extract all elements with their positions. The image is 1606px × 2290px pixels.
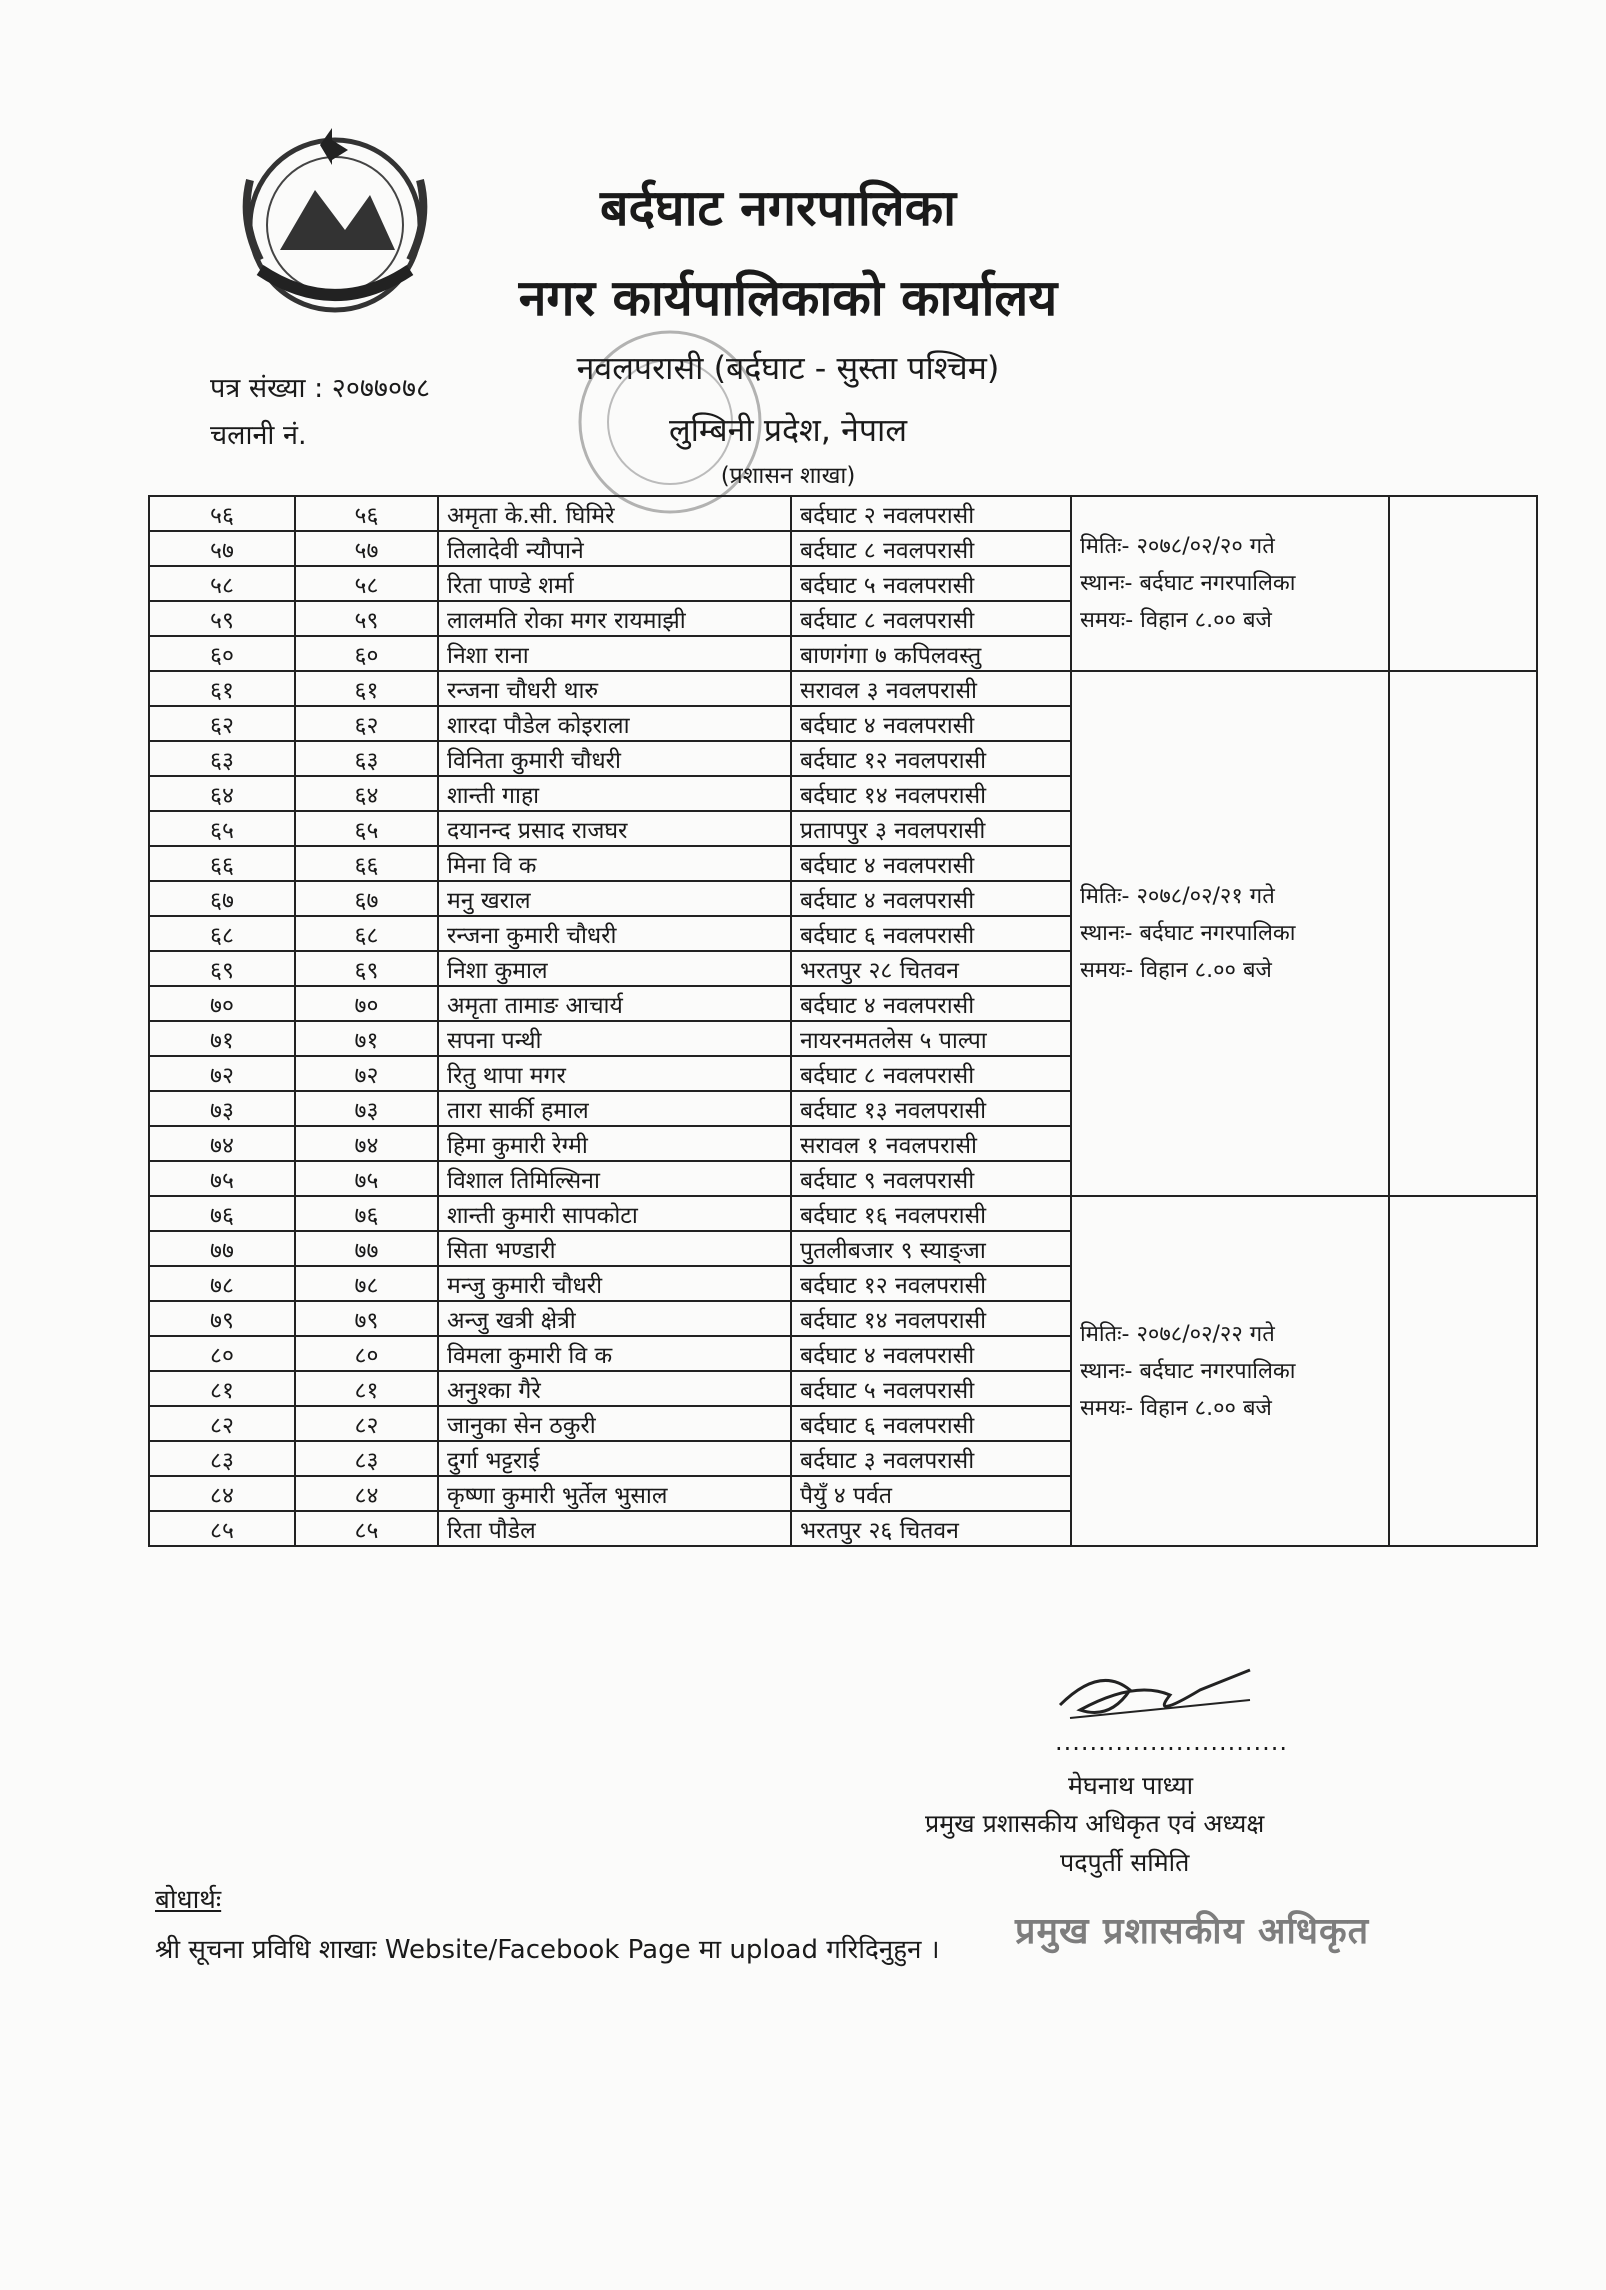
exam-schedule [1071, 496, 1389, 671]
serial-number: ७४ [149, 1126, 295, 1161]
serial-number: ७२ [149, 1056, 295, 1091]
roll-number: ७० [295, 986, 438, 1021]
roll-number: ७४ [295, 1126, 438, 1161]
roll-number: ७५ [295, 1161, 438, 1196]
candidate-address: प्रतापपुर ३ नवलपरासी [791, 811, 1071, 846]
serial-number: ७० [149, 986, 295, 1021]
serial-number: ५६ [149, 496, 295, 531]
candidate-name: अमृता तामाङ आचार्य [438, 986, 791, 1021]
candidate-name: विशाल तिमिल्सिना [438, 1161, 791, 1196]
candidate-address: बाणगंगा ७ कपिलवस्तु [791, 636, 1071, 671]
serial-number: ६४ [149, 776, 295, 811]
roll-number: ८३ [295, 1441, 438, 1476]
candidate-address: बर्दघाट ४ नवलपरासी [791, 846, 1071, 881]
serial-number: ८३ [149, 1441, 295, 1476]
roll-number: ५७ [295, 531, 438, 566]
candidate-address: बर्दघाट ८ नवलपरासी [791, 531, 1071, 566]
candidate-address: पैयुँ ४ पर्वत [791, 1476, 1071, 1511]
roll-number: ५९ [295, 601, 438, 636]
serial-number: ६८ [149, 916, 295, 951]
candidate-name: सपना पन्थी [438, 1021, 791, 1056]
schedule-date: मितिः- २०७८/०२/२१ गते [1080, 884, 1275, 909]
exam-schedule [1071, 1196, 1389, 1546]
candidate-name: रिता पौडेल [438, 1511, 791, 1546]
roll-number: ८५ [295, 1511, 438, 1546]
candidate-address: नायरनमतलेस ५ पाल्पा [791, 1021, 1071, 1056]
serial-number: ७१ [149, 1021, 295, 1056]
candidate-name: विमला कुमारी वि क [438, 1336, 791, 1371]
serial-number: ८१ [149, 1371, 295, 1406]
serial-number: ८५ [149, 1511, 295, 1546]
roll-number: ६८ [295, 916, 438, 951]
candidate-address: बर्दघाट १४ नवलपरासी [791, 776, 1071, 811]
signature-line: ........................... [1055, 1728, 1288, 1756]
candidate-name: रितु थापा मगर [438, 1056, 791, 1091]
candidate-address: बर्दघाट १२ नवलपरासी [791, 1266, 1071, 1301]
candidate-name: मिना वि क [438, 846, 791, 881]
candidate-address: बर्दघाट ६ नवलपरासी [791, 916, 1071, 951]
branch-name: (प्रशासन शाखा) [720, 463, 856, 489]
schedule-time: समयः- विहान ८.०० बजे [1080, 1395, 1272, 1421]
candidate-name: कृष्णा कुमारी भुर्तेल भुसाल [438, 1476, 791, 1511]
exam-schedule [1071, 671, 1389, 1196]
candidate-name: मन्जु कुमारी चौधरी [438, 1266, 791, 1301]
candidate-name: तारा सार्की हमाल [438, 1091, 791, 1126]
roll-number: ८० [295, 1336, 438, 1371]
candidate-address: बर्दघाट ४ नवलपरासी [791, 986, 1071, 1021]
candidate-name: रन्जना चौधरी थारु [438, 671, 791, 706]
serial-number: ८० [149, 1336, 295, 1371]
table-row [149, 1196, 1537, 1231]
serial-number: ७९ [149, 1301, 295, 1336]
table-row [149, 671, 1537, 706]
roll-number: ६० [295, 636, 438, 671]
roll-number: ८४ [295, 1476, 438, 1511]
roll-number: ८१ [295, 1371, 438, 1406]
office-name: नगर कार्यपालिकाको कार्यालय [518, 269, 1058, 327]
remarks-cell [1389, 671, 1537, 1196]
roll-number: ६६ [295, 846, 438, 881]
table-row [149, 496, 1537, 531]
candidate-address: बर्दघाट २ नवलपरासी [791, 496, 1071, 531]
address-line-2: लुम्बिनी प्रदेश, नेपाल [668, 411, 908, 449]
candidate-address: बर्दघाट ५ नवलपरासी [791, 1371, 1071, 1406]
committee-name: पदपुर्ती समिति [1060, 1848, 1190, 1877]
serial-number: ५७ [149, 531, 295, 566]
schedule-time: समयः- विहान ८.०० बजे [1080, 608, 1272, 633]
schedule-place: स्थानः- बर्दघाट नगरपालिका [1080, 921, 1296, 946]
roll-number: ६४ [295, 776, 438, 811]
candidate-address: बर्दघाट १२ नवलपरासी [791, 741, 1071, 776]
serial-number: ६६ [149, 846, 295, 881]
candidate-address: बर्दघाट ३ नवलपरासी [791, 1441, 1071, 1476]
cc-label: बोधार्थः [155, 1885, 222, 1915]
roll-number: ५८ [295, 566, 438, 601]
serial-number: ६३ [149, 741, 295, 776]
reference-number: पत्र संख्या : २०७७०७८ [210, 373, 431, 404]
signatory-name: मेघनाथ पाध्या [1068, 1771, 1194, 1800]
roll-number: ७१ [295, 1021, 438, 1056]
remarks-cell [1389, 496, 1537, 671]
candidate-address: बर्दघाट ४ नवलपरासी [791, 881, 1071, 916]
org-name: बर्दघाट नगरपालिका [599, 179, 957, 237]
candidate-name: शान्ती कुमारी सापकोटा [438, 1196, 791, 1231]
candidate-address: बर्दघाट १४ नवलपरासी [791, 1301, 1071, 1336]
candidate-address: बर्दघाट ६ नवलपरासी [791, 1406, 1071, 1441]
address-line-1: नवलपरासी (बर्दघाट - सुस्ता पश्चिम) [576, 349, 1000, 387]
candidate-table [148, 495, 1538, 1547]
schedule-date: मितिः- २०७८/०२/२२ गते [1080, 1321, 1275, 1347]
signature-mark [1040, 1650, 1270, 1740]
serial-number: ७८ [149, 1266, 295, 1301]
schedule-date: मितिः- २०७८/०२/२० गते [1080, 534, 1275, 559]
candidate-name: रिता पाण्डे शर्मा [438, 566, 791, 601]
candidate-address: सरावल ३ नवलपरासी [791, 671, 1071, 706]
roll-number: ६२ [295, 706, 438, 741]
serial-number: ६१ [149, 671, 295, 706]
remarks-cell [1389, 1196, 1537, 1546]
candidate-name: विनिता कुमारी चौधरी [438, 741, 791, 776]
candidate-name: निशा कुमाल [438, 951, 791, 986]
serial-number: ७७ [149, 1231, 295, 1266]
serial-number: ६२ [149, 706, 295, 741]
candidate-name: सिता भण्डारी [438, 1231, 791, 1266]
serial-number: ८२ [149, 1406, 295, 1441]
candidate-name: लालमति रोका मगर रायमाझी [438, 601, 791, 636]
candidate-address: भरतपुर २६ चितवन [791, 1511, 1071, 1546]
candidate-name: तिलादेवी न्यौपाने [438, 531, 791, 566]
serial-number: ६९ [149, 951, 295, 986]
candidate-name: दुर्गा भट्टराई [438, 1441, 791, 1476]
candidate-name: मनु खराल [438, 881, 791, 916]
serial-number: ८४ [149, 1476, 295, 1511]
roll-number: ७६ [295, 1196, 438, 1231]
candidate-name: अन्जु खत्री क्षेत्री [438, 1301, 791, 1336]
roll-number: ७८ [295, 1266, 438, 1301]
serial-number: ७६ [149, 1196, 295, 1231]
serial-number: ७३ [149, 1091, 295, 1126]
serial-number: ६० [149, 636, 295, 671]
candidate-address: सरावल १ नवलपरासी [791, 1126, 1071, 1161]
candidate-name: शान्ती गाहा [438, 776, 791, 811]
officer-stamp: प्रमुख प्रशासकीय अधिकृत [1015, 1911, 1370, 1952]
dispatch-number: चलानी नं. [210, 420, 307, 451]
candidate-address: बर्दघाट ८ नवलपरासी [791, 601, 1071, 636]
roll-number: ७७ [295, 1231, 438, 1266]
serial-number: ६७ [149, 881, 295, 916]
candidate-address: पुतलीबजार ९ स्याङ्जा [791, 1231, 1071, 1266]
candidate-address: बर्दघाट ५ नवलपरासी [791, 566, 1071, 601]
candidate-address: बर्दघाट ९ नवलपरासी [791, 1161, 1071, 1196]
roll-number: ६५ [295, 811, 438, 846]
candidate-name: जानुका सेन ठकुरी [438, 1406, 791, 1441]
candidate-name: हिमा कुमारी रेग्मी [438, 1126, 791, 1161]
roll-number: ७९ [295, 1301, 438, 1336]
candidate-address: बर्दघाट ४ नवलपरासी [791, 1336, 1071, 1371]
cc-text: श्री सूचना प्रविधि शाखाः Website/Facebook Page मा upload गरिदिनुहुन । [155, 1935, 940, 1965]
serial-number: ५८ [149, 566, 295, 601]
candidate-name: रन्जना कुमारी चौधरी [438, 916, 791, 951]
serial-number: ५९ [149, 601, 295, 636]
schedule-place: स्थानः- बर्दघाट नगरपालिका [1080, 1358, 1296, 1384]
schedule-place: स्थानः- बर्दघाट नगरपालिका [1080, 571, 1296, 596]
candidate-name: अनुश्का गैरे [438, 1371, 791, 1406]
roll-number: ६७ [295, 881, 438, 916]
candidate-name: अमृता के.सी. घिमिरे [438, 496, 791, 531]
roll-number: ७२ [295, 1056, 438, 1091]
candidate-address: बर्दघाट १६ नवलपरासी [791, 1196, 1071, 1231]
serial-number: ६५ [149, 811, 295, 846]
roll-number: ६९ [295, 951, 438, 986]
candidate-name: शारदा पौडेल कोइराला [438, 706, 791, 741]
candidate-address: बर्दघाट ८ नवलपरासी [791, 1056, 1071, 1091]
roll-number: ६३ [295, 741, 438, 776]
serial-number: ७५ [149, 1161, 295, 1196]
candidate-address: बर्दघाट ४ नवलपरासी [791, 706, 1071, 741]
candidate-name: निशा राना [438, 636, 791, 671]
roll-number: ७३ [295, 1091, 438, 1126]
candidate-address: भरतपुर २८ चितवन [791, 951, 1071, 986]
roll-number: ८२ [295, 1406, 438, 1441]
candidate-address: बर्दघाट १३ नवलपरासी [791, 1091, 1071, 1126]
signatory-role: प्रमुख प्रशासकीय अधिकृत एवं अध्यक्ष [925, 1809, 1265, 1838]
roll-number: ५६ [295, 496, 438, 531]
candidate-name: दयानन्द प्रसाद राजघर [438, 811, 791, 846]
schedule-time: समयः- विहान ८.०० बजे [1080, 958, 1272, 983]
roll-number: ६१ [295, 671, 438, 706]
